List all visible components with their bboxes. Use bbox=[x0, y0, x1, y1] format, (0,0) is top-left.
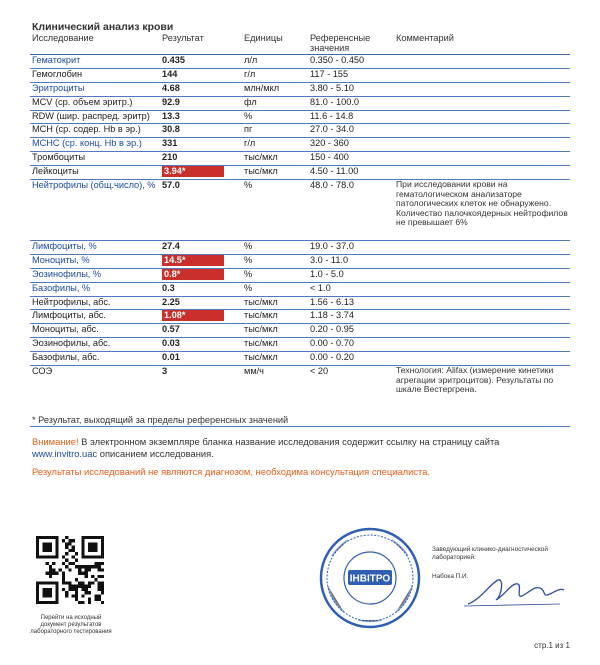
reference-range: 320 - 360 bbox=[308, 138, 394, 152]
units: пг bbox=[242, 124, 308, 138]
comment bbox=[394, 68, 570, 82]
reference-range: 4.50 - 11.00 bbox=[308, 166, 394, 180]
result-value: 0.3 bbox=[160, 282, 242, 296]
table-row bbox=[30, 68, 570, 82]
table-row bbox=[30, 138, 570, 152]
units: % bbox=[242, 241, 308, 255]
signature-label: Заведующий клинико-диагностической лабораторией: bbox=[432, 546, 548, 561]
table-row bbox=[30, 268, 570, 282]
results-table bbox=[30, 32, 570, 427]
comment bbox=[394, 282, 570, 296]
comment bbox=[394, 124, 570, 138]
test-name[interactable]: MCHC (ср. конц. Hb в эр.) bbox=[30, 138, 160, 152]
reference-range: 150 - 400 bbox=[308, 152, 394, 166]
units: тыс/мкл bbox=[242, 324, 308, 338]
result-value: 210 bbox=[160, 152, 242, 166]
result-value: 57.0 bbox=[160, 180, 242, 241]
result-value: 0.57 bbox=[160, 324, 242, 338]
signature-mark bbox=[460, 574, 570, 610]
result-value: 3 bbox=[160, 366, 242, 427]
result-value: 0.01 bbox=[160, 352, 242, 366]
result-value: 92.9 bbox=[160, 96, 242, 110]
reference-range: 11.6 - 14.8 bbox=[308, 110, 394, 124]
col-comment: Комментарий bbox=[394, 32, 570, 55]
test-name: СОЭ bbox=[30, 366, 160, 427]
reference-range: 19.0 - 37.0 bbox=[308, 241, 394, 255]
result-value: 27.4 bbox=[160, 241, 242, 255]
test-name[interactable]: Моноциты, % bbox=[30, 254, 160, 268]
abnormal-flag: 0.8* bbox=[162, 269, 224, 280]
result-value: 144 bbox=[160, 68, 242, 82]
reference-range: 3.80 - 5.10 bbox=[308, 82, 394, 96]
table-row bbox=[30, 324, 570, 338]
comment bbox=[394, 352, 570, 366]
comment bbox=[394, 241, 570, 255]
units: % bbox=[242, 282, 308, 296]
table-row bbox=[30, 241, 570, 255]
comment bbox=[394, 138, 570, 152]
comment bbox=[394, 268, 570, 282]
units: мм/ч bbox=[242, 366, 308, 427]
comment bbox=[394, 96, 570, 110]
comment bbox=[394, 254, 570, 268]
units: тыс/мкл bbox=[242, 352, 308, 366]
result-value-abnormal bbox=[160, 254, 242, 268]
table-row bbox=[30, 110, 570, 124]
table-row bbox=[30, 152, 570, 166]
test-name: Эозинофилы, абс. bbox=[30, 338, 160, 352]
comment bbox=[394, 338, 570, 352]
abnormal-flag: 14.5* bbox=[162, 255, 224, 266]
test-name: Моноциты, абс. bbox=[30, 324, 160, 338]
warning-label: Внимание! bbox=[32, 436, 79, 447]
footnote: * Результат, выходящий за пределы референсных значений bbox=[32, 415, 289, 425]
reference-range: 27.0 - 34.0 bbox=[308, 124, 394, 138]
qr-caption: Перейти на исходный документ результатов лабораторного тестирования bbox=[30, 615, 112, 635]
reference-range: 3.0 - 11.0 bbox=[308, 254, 394, 268]
units: г/л bbox=[242, 68, 308, 82]
table-row bbox=[30, 352, 570, 366]
units: тыс/мкл bbox=[242, 296, 308, 310]
test-name: Базофилы, абс. bbox=[30, 352, 160, 366]
comment bbox=[394, 310, 570, 324]
warning-text bbox=[32, 436, 552, 460]
comment: Технология: Alifax (измерение кинетики агрегации эритроцитов). Результаты по шкале Вестергрена. bbox=[394, 366, 570, 427]
reference-range: 0.350 - 0.450 bbox=[308, 55, 394, 69]
result-value: 0.03 bbox=[160, 338, 242, 352]
test-name: Нейтрофилы, абс. bbox=[30, 296, 160, 310]
comment: При исследовании крови на гематологическом анализаторе патологических клеток не обнаружено. Количество палочкоядерных нейтрофилов не превышает 6% bbox=[394, 180, 570, 241]
test-name[interactable]: Нейтрофилы (общ.число), % bbox=[30, 180, 160, 241]
table-row bbox=[30, 82, 570, 96]
table-row bbox=[30, 282, 570, 296]
table-row bbox=[30, 55, 570, 69]
test-name: MCV (ср. объем эритр.) bbox=[30, 96, 160, 110]
test-name: RDW (шир. распред. эритр) bbox=[30, 110, 160, 124]
table-row bbox=[30, 124, 570, 138]
col-test: Исследование bbox=[30, 32, 160, 55]
stamp-text: ІНВІТРО bbox=[349, 573, 391, 585]
units: фл bbox=[242, 96, 308, 110]
reference-range: 0.20 - 0.95 bbox=[308, 324, 394, 338]
result-value-abnormal bbox=[160, 166, 242, 180]
result-value: 0.435 bbox=[160, 55, 242, 69]
table-row bbox=[30, 180, 570, 241]
units: л/л bbox=[242, 55, 308, 69]
lab-stamp bbox=[318, 526, 422, 630]
reference-range: 1.56 - 6.13 bbox=[308, 296, 394, 310]
comment bbox=[394, 55, 570, 69]
comment bbox=[394, 152, 570, 166]
result-value: 331 bbox=[160, 138, 242, 152]
comment bbox=[394, 324, 570, 338]
col-ref: Референсные значения bbox=[308, 32, 394, 55]
reference-range: 1.0 - 5.0 bbox=[308, 268, 394, 282]
units: тыс/мкл bbox=[242, 338, 308, 352]
test-name: Лимфоциты, абс. bbox=[30, 310, 160, 324]
abnormal-flag: 1.08* bbox=[162, 310, 224, 321]
comment bbox=[394, 82, 570, 96]
reference-range: 117 - 155 bbox=[308, 68, 394, 82]
reference-range: 0.00 - 0.70 bbox=[308, 338, 394, 352]
qr-code[interactable] bbox=[36, 536, 104, 604]
result-value-abnormal bbox=[160, 268, 242, 282]
units: тыс/мкл bbox=[242, 152, 308, 166]
test-name[interactable]: Эритроциты bbox=[30, 82, 160, 96]
warning-body: В электронном экземпляре бланка название исследования содержит ссылку на страницу сайта bbox=[78, 436, 500, 447]
test-name[interactable]: Эозинофилы, % bbox=[30, 268, 160, 282]
table-row bbox=[30, 166, 570, 180]
table-row bbox=[30, 338, 570, 352]
reference-range: 81.0 - 100.0 bbox=[308, 96, 394, 110]
comment bbox=[394, 296, 570, 310]
result-value: 2.25 bbox=[160, 296, 242, 310]
units: % bbox=[242, 254, 308, 268]
test-name: Лейкоциты bbox=[30, 166, 160, 180]
test-name[interactable]: Лимфоциты, % bbox=[30, 241, 160, 255]
reference-range: 48.0 - 78.0 bbox=[308, 180, 394, 241]
disclaimer: Результаты исследований не являются диагнозом, необходима консультация специалиста. bbox=[32, 466, 431, 477]
reference-range: 0.00 - 0.20 bbox=[308, 352, 394, 366]
units: % bbox=[242, 110, 308, 124]
page-number: стр.1 из 1 bbox=[534, 641, 570, 650]
test-name: MCH (ср. содер. Hb в эр.) bbox=[30, 124, 160, 138]
table-header bbox=[30, 32, 570, 55]
comment bbox=[394, 110, 570, 124]
units: тыс/мкл bbox=[242, 166, 308, 180]
comment bbox=[394, 166, 570, 180]
table-row bbox=[30, 296, 570, 310]
warning-body-2: описанием исследования. bbox=[97, 448, 214, 459]
result-value: 4.68 bbox=[160, 82, 242, 96]
units: % bbox=[242, 268, 308, 282]
units: млн/мкл bbox=[242, 82, 308, 96]
result-value: 13.3 bbox=[160, 110, 242, 124]
table-row bbox=[30, 96, 570, 110]
reference-range: < 1.0 bbox=[308, 282, 394, 296]
signature-name: Набока П.И. bbox=[432, 573, 469, 580]
test-name[interactable]: Базофилы, % bbox=[30, 282, 160, 296]
reference-range: 1.18 - 3.74 bbox=[308, 310, 394, 324]
test-name[interactable]: Гематокрит bbox=[30, 55, 160, 69]
site-link[interactable]: www.invitro.uac bbox=[32, 448, 98, 459]
table-row bbox=[30, 254, 570, 268]
report-title: Клинический анализ крови bbox=[32, 21, 174, 33]
units: г/л bbox=[242, 138, 308, 152]
table-row bbox=[30, 310, 570, 324]
test-name: Гемоглобин bbox=[30, 68, 160, 82]
units: тыс/мкл bbox=[242, 310, 308, 324]
reference-range: < 20 bbox=[308, 366, 394, 427]
result-value-abnormal bbox=[160, 310, 242, 324]
col-result: Результат bbox=[160, 32, 242, 55]
result-value: 30.8 bbox=[160, 124, 242, 138]
units: % bbox=[242, 180, 308, 241]
col-units: Единицы bbox=[242, 32, 308, 55]
abnormal-flag: 3.94* bbox=[162, 166, 224, 177]
test-name: Тромбоциты bbox=[30, 152, 160, 166]
